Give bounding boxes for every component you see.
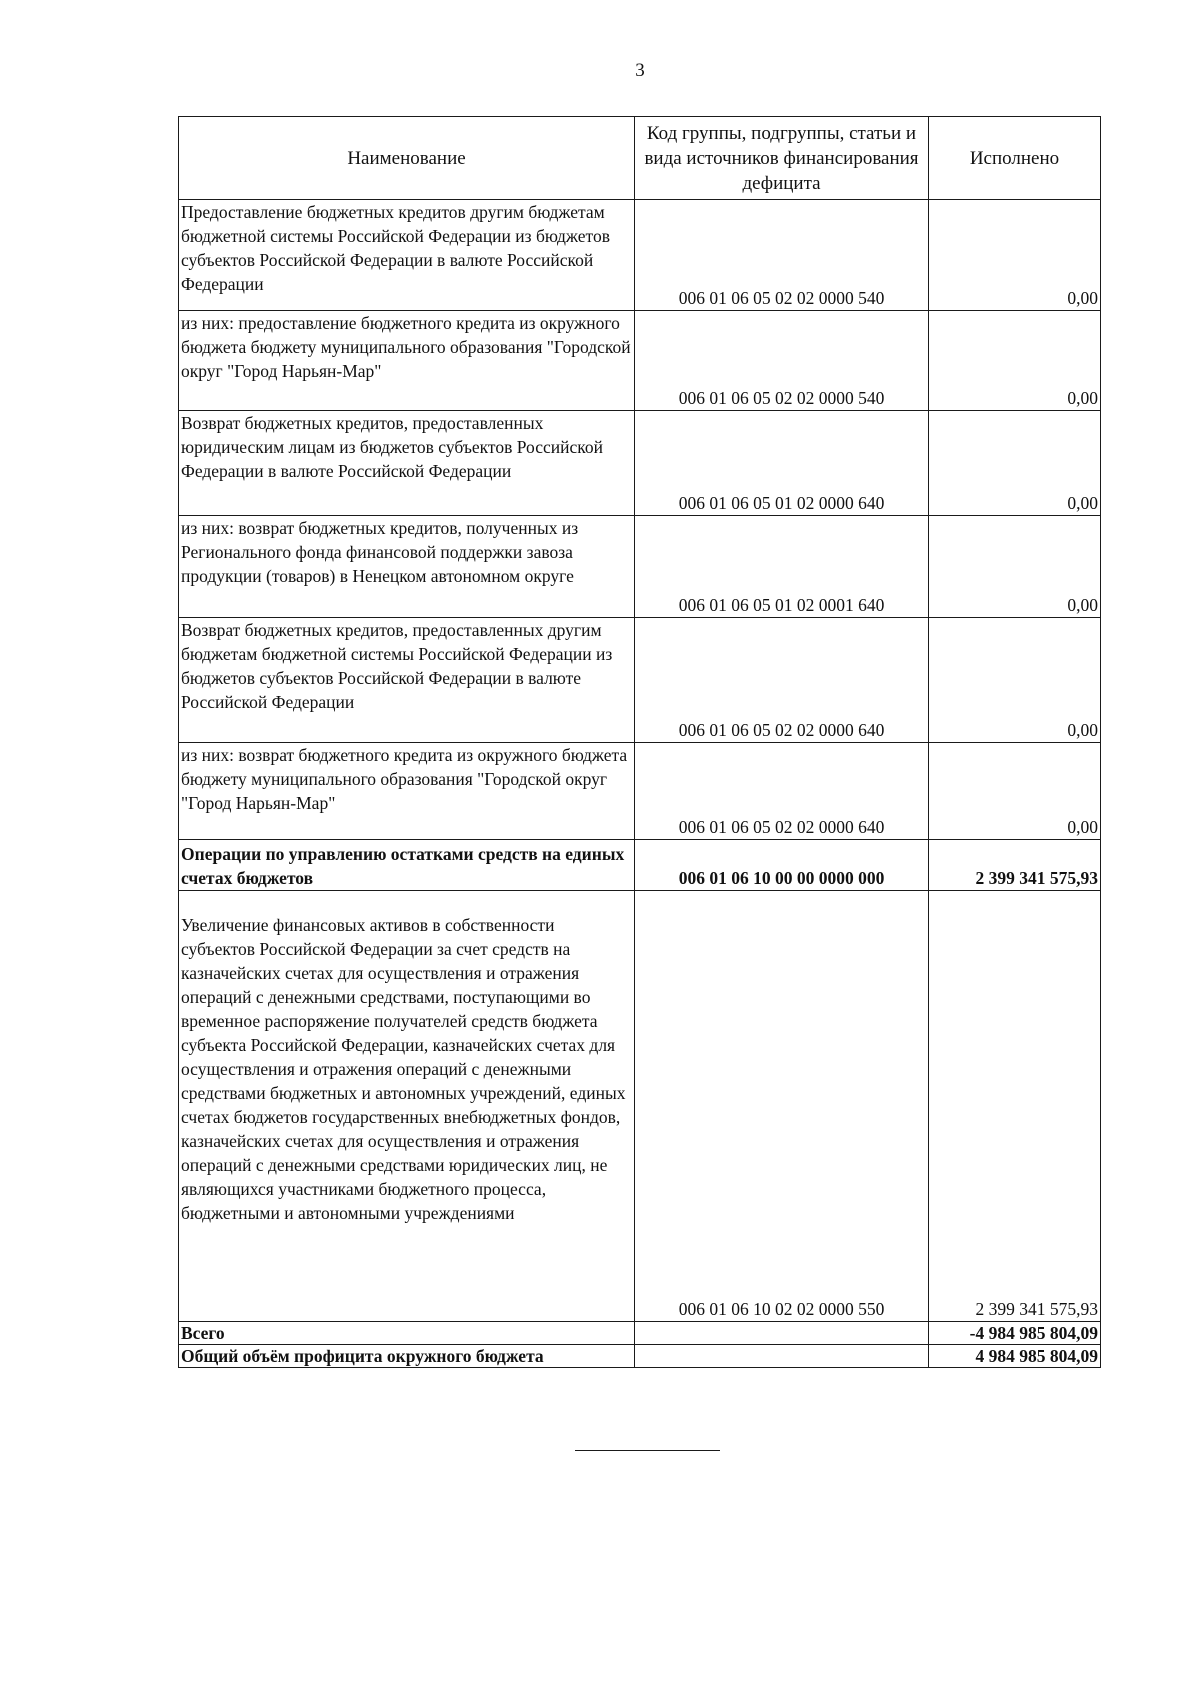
table-row-subtotal (179, 840, 1101, 891)
surplus-code (635, 1345, 929, 1368)
table-row (179, 743, 1101, 840)
table-row (179, 200, 1101, 311)
row-name: из них: возврат бюджетных кредитов, полученных из Регионального фонда финансовой поддержки завоза продукции (товаров) в Ненецком автономном округе (179, 516, 635, 618)
header-code: Код группы, подгруппы, статьи и вида источников финансирования дефицита (635, 117, 929, 200)
row-value: 2 399 341 575,93 (929, 840, 1101, 891)
table-row-total (179, 1322, 1101, 1345)
row-value: 2 399 341 575,93 (929, 891, 1101, 1322)
row-value: 0,00 (929, 311, 1101, 411)
table-row (179, 618, 1101, 743)
row-code: 006 01 06 05 02 02 0000 640 (635, 743, 929, 840)
row-code: 006 01 06 05 02 02 0000 640 (635, 618, 929, 743)
header-name: Наименование (179, 117, 635, 200)
row-name: из них: предоставление бюджетного кредита из окружного бюджета бюджету муниципального образования "Городской округ "Город Нарьян-Мар" (179, 311, 635, 411)
row-code: 006 01 06 05 02 02 0000 540 (635, 311, 929, 411)
sources-of-financing-table (178, 116, 1101, 1368)
row-code: 006 01 06 05 02 02 0000 540 (635, 200, 929, 311)
row-name: Возврат бюджетных кредитов, предоставленных другим бюджетам бюджетной системы Российской Федерации из бюджетов субъектов Российской Федерации в валюте Российской Федерации (179, 618, 635, 743)
row-value: 0,00 (929, 743, 1101, 840)
total-code (635, 1322, 929, 1345)
header-value: Исполнено (929, 117, 1101, 200)
surplus-value: 4 984 985 804,09 (929, 1345, 1101, 1368)
table-header-row (179, 117, 1101, 200)
row-name: Предоставление бюджетных кредитов другим бюджетам бюджетной системы Российской Федерации из бюджетов субъектов Российской Федерации в валюте Российской Федерации (179, 200, 635, 311)
row-value: 0,00 (929, 200, 1101, 311)
row-name: из них: возврат бюджетного кредита из окружного бюджета бюджету муниципального образования "Городской округ "Город Нарьян-Мар" (179, 743, 635, 840)
page-number: 3 (635, 60, 645, 81)
table-row (179, 891, 1101, 1322)
row-name: Операции по управлению остатками средств на единых счетах бюджетов (179, 840, 635, 891)
row-code: 006 01 06 05 01 02 0000 640 (635, 411, 929, 516)
row-code: 006 01 06 10 02 02 0000 550 (635, 891, 929, 1322)
table-row (179, 411, 1101, 516)
total-value: -4 984 985 804,09 (929, 1322, 1101, 1345)
surplus-label: Общий объём профицита окружного бюджета (179, 1345, 635, 1368)
table-row (179, 516, 1101, 618)
table-row (179, 311, 1101, 411)
table-row-surplus (179, 1345, 1101, 1368)
closing-divider (575, 1450, 720, 1451)
row-code: 006 01 06 10 00 00 0000 000 (635, 840, 929, 891)
row-value: 0,00 (929, 618, 1101, 743)
row-value: 0,00 (929, 411, 1101, 516)
row-name: Увеличение финансовых активов в собственности субъектов Российской Федерации за счет средств на казначейских счетах для осуществления и отражения операций с денежными средствами, поступающими во временное распоряжение получателей средств бюджета субъекта Российской Федерации, казначейских счетах для осуществления и отражения операций с денежными средствами бюджетных и автономных учреждений, единых счетах бюджетов государственных внебюджетных фондов, казначейских счетах для осуществления и отражения операций с денежными средствами юридических лиц, не являющихся участниками бюджетного процесса, бюджетными и автономными учреждениями (179, 891, 635, 1322)
row-code: 006 01 06 05 01 02 0001 640 (635, 516, 929, 618)
row-name: Возврат бюджетных кредитов, предоставленных юридическим лицам из бюджетов субъектов Российской Федерации в валюте Российской Федерации (179, 411, 635, 516)
total-label: Всего (179, 1322, 635, 1345)
row-value: 0,00 (929, 516, 1101, 618)
